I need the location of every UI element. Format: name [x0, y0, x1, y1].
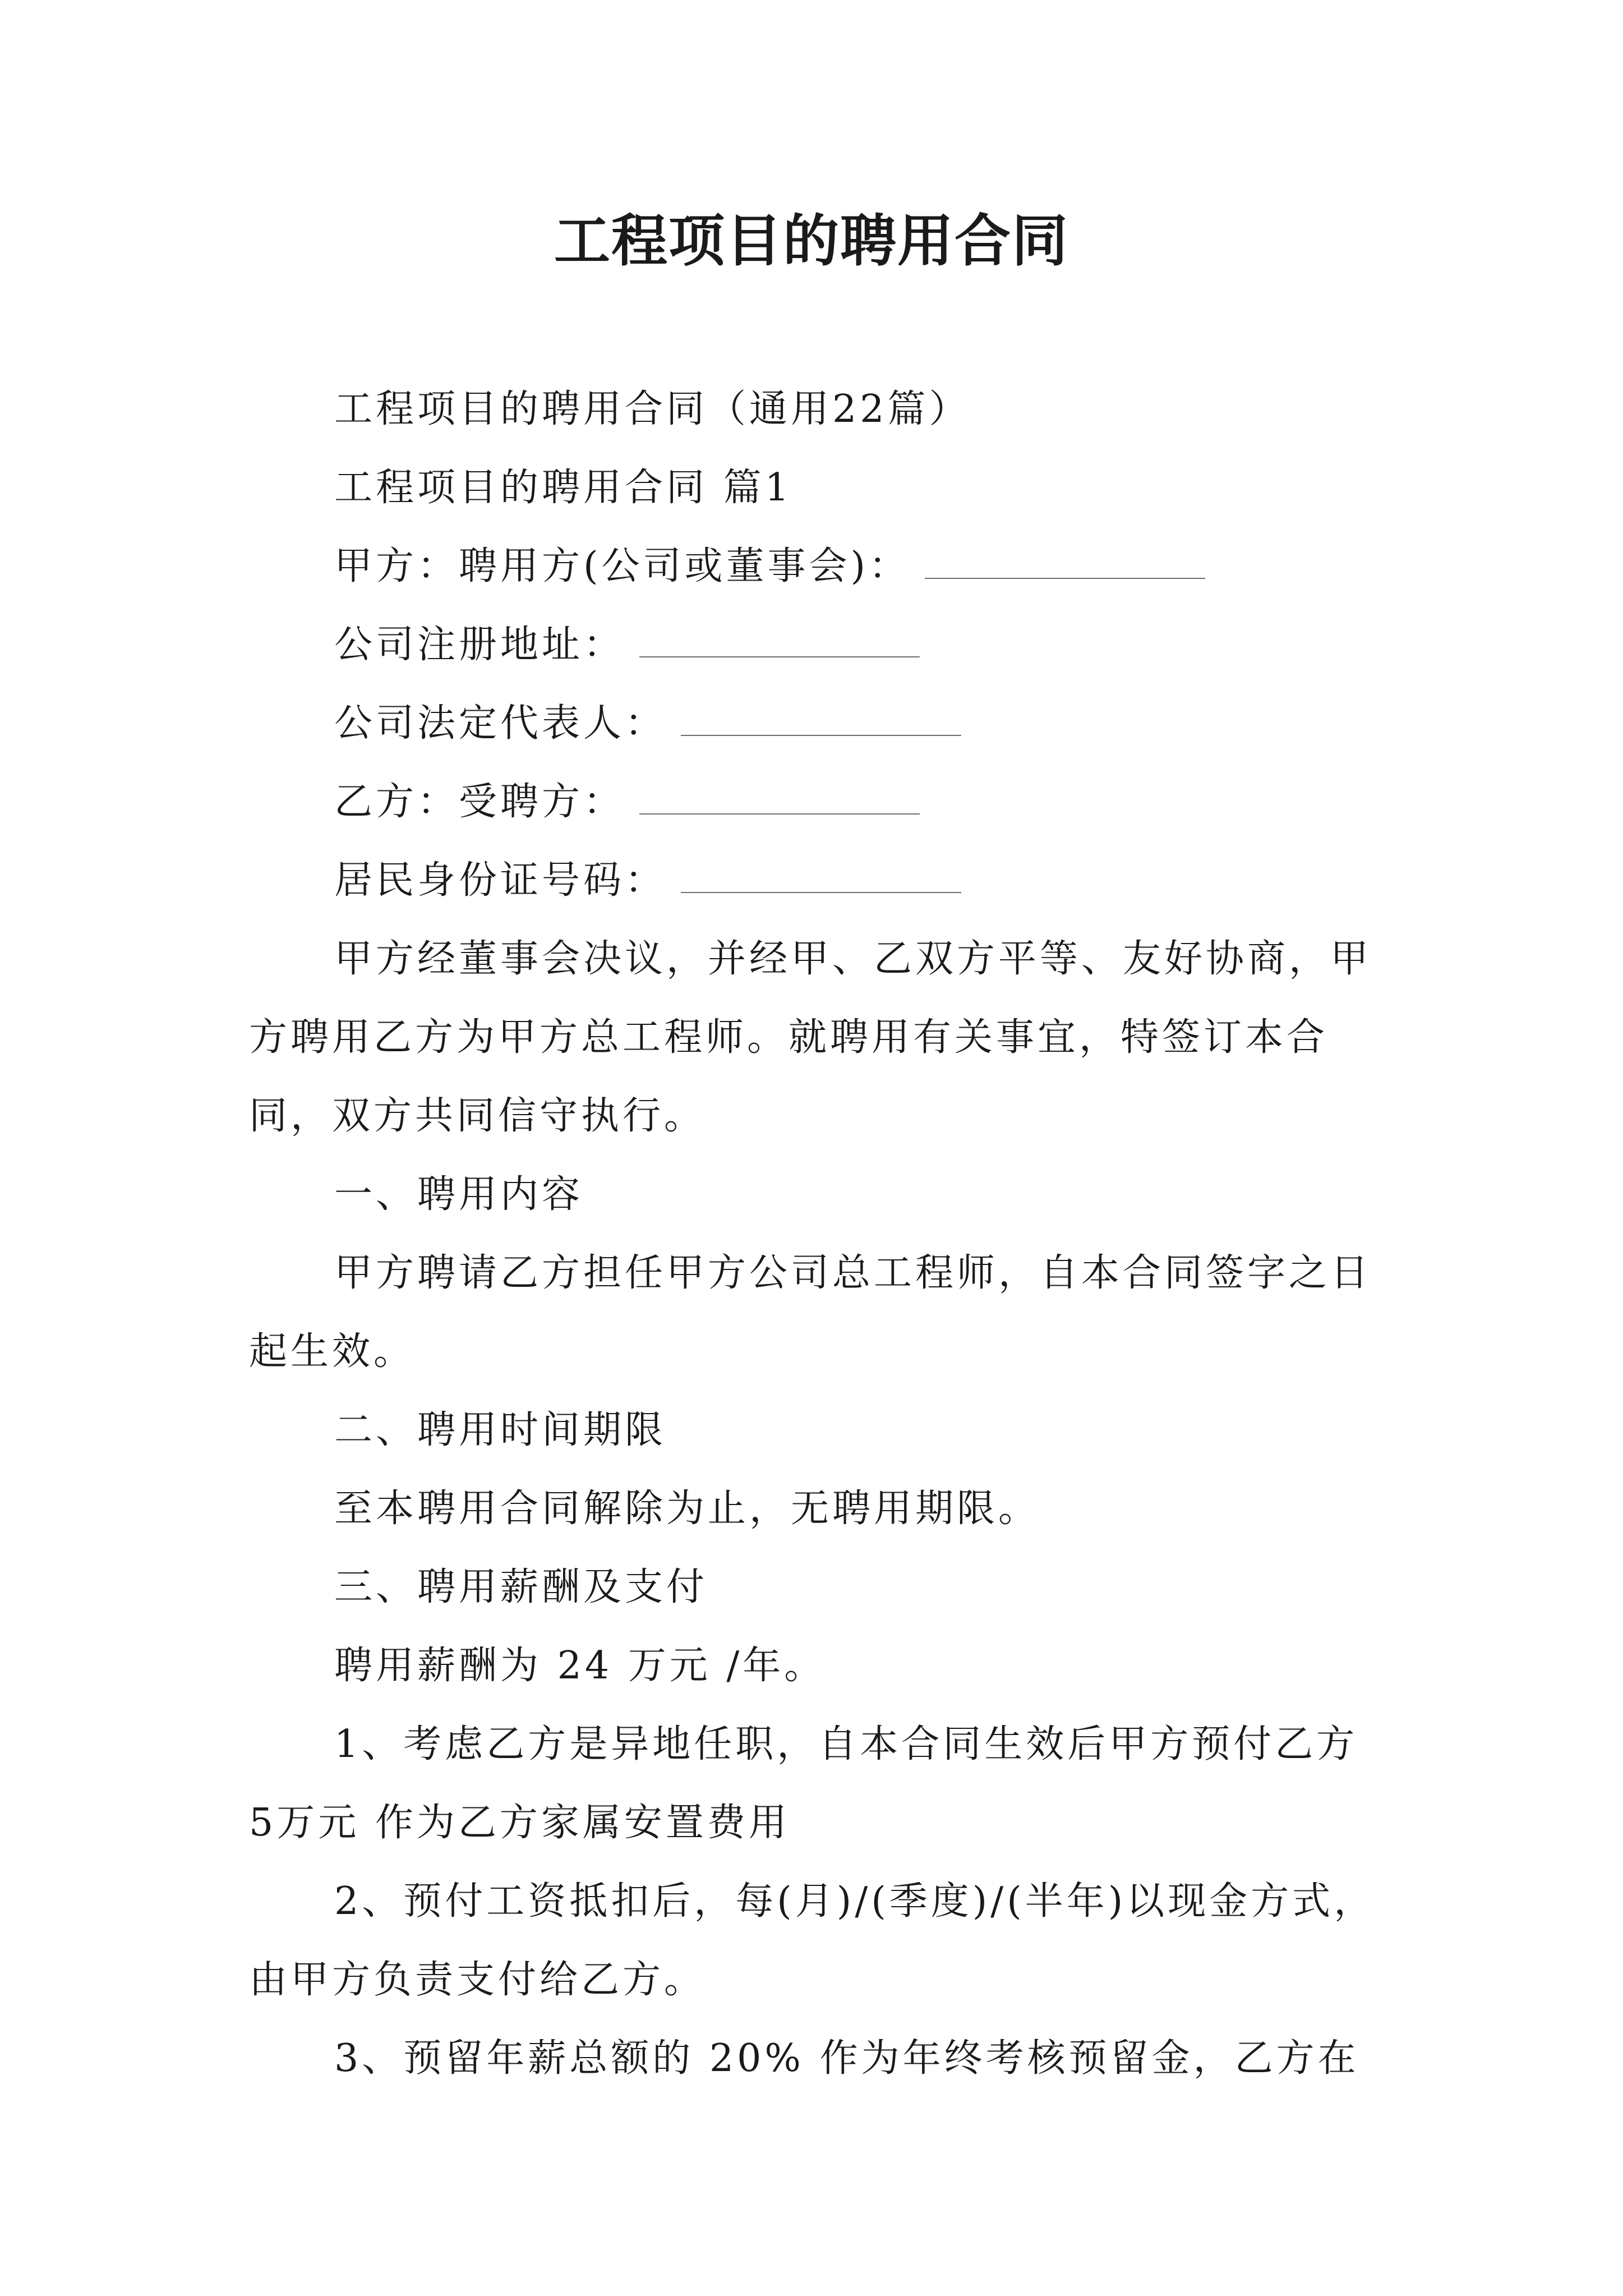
paragraph-text: 甲方经董事会决议，并经甲、乙双方平等、友好协商，甲方聘用乙方为甲方总工程师。就聘用有关事宜，特签订本合同，双方共同信守执行。 — [249, 937, 1372, 1138]
paragraph — [249, 1234, 1382, 1391]
field-label: 居民身份证号码： — [334, 858, 667, 903]
field-label: 公司注册地址： — [334, 623, 625, 667]
paragraph-text: 3、预留年薪总额的 20% 作为年终考核预留金，乙方在 — [334, 2036, 1359, 2081]
form-line-party-b — [249, 763, 1382, 841]
paragraph — [249, 2019, 1382, 2098]
form-line-legal-representative — [249, 684, 1382, 763]
paragraph-text: 工程项目的聘用合同（通用22篇） — [334, 387, 971, 431]
paragraph-text: 工程项目的聘用合同 篇1 — [334, 466, 792, 510]
fill-in-blank — [639, 625, 920, 657]
paragraph — [249, 370, 1382, 449]
field-label: 甲方：聘用方(公司或董事会)： — [334, 544, 911, 588]
fill-in-blank — [639, 782, 920, 815]
paragraph — [249, 449, 1382, 527]
document-body — [249, 370, 1382, 2098]
heading-text: 一、聘用内容 — [334, 1172, 584, 1217]
fill-in-blank — [681, 861, 961, 893]
fill-in-blank — [681, 703, 961, 736]
paragraph — [249, 1862, 1382, 2019]
field-label: 公司法定代表人： — [334, 701, 667, 746]
paragraph — [249, 1705, 1382, 1862]
fill-in-blank — [925, 546, 1205, 579]
section-heading — [249, 1548, 1382, 1627]
paragraph — [249, 1627, 1382, 1705]
section-heading — [249, 1156, 1382, 1234]
paragraph-text: 至本聘用合同解除为止，无聘用期限。 — [334, 1487, 1040, 1531]
heading-text: 二、聘用时间期限 — [334, 1408, 667, 1452]
paragraph-text: 2、预付工资抵扣后，每(月)/(季度)/(半年)以现金方式，由甲方负责支付给乙方。 — [249, 1879, 1376, 2002]
paragraph — [249, 1470, 1382, 1548]
form-line-id-number — [249, 841, 1382, 920]
heading-text: 三、聘用薪酬及支付 — [334, 1565, 708, 1609]
document-title: 工程项目的聘用合同 — [554, 208, 1069, 274]
paragraph-text: 1、考虑乙方是异地任职，自本合同生效后甲方预付乙方 5万元 作为乙方家属安置费用 — [249, 1722, 1358, 1845]
paragraph-text: 甲方聘请乙方担任甲方公司总工程师，自本合同签字之日起生效。 — [249, 1251, 1372, 1374]
paragraph-text: 聘用薪酬为 24 万元 /年。 — [334, 1644, 826, 1688]
field-label: 乙方：受聘方： — [334, 780, 625, 824]
section-heading — [249, 1391, 1382, 1470]
paragraph — [249, 920, 1382, 1156]
form-line-party-a — [249, 527, 1382, 606]
form-line-registered-address — [249, 606, 1382, 684]
